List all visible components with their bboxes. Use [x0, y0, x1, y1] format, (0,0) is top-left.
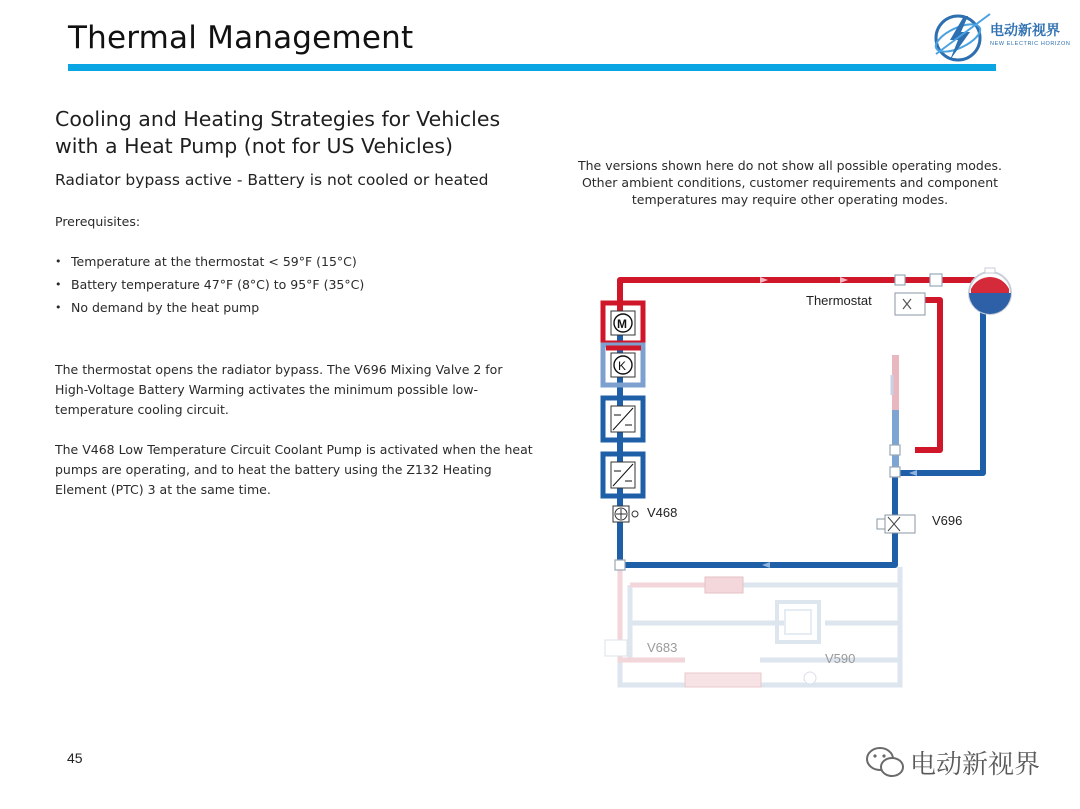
- section-title: Cooling and Heating Strategies for Vehicles with a Heat Pump (not for US Vehicles): [55, 107, 501, 158]
- v683-label: V683: [647, 640, 678, 655]
- thermostat-icon: [895, 293, 925, 315]
- logo-name-en: NEW ELECTRIC HORIZON: [990, 41, 1071, 47]
- list-item: • No demand by the heat pump: [55, 298, 364, 321]
- description-paragraph-1: The thermostat opens the radiator bypass. The V696 Mixing Valve 2 for High-Voltage Battery Warming activates the minimum possible low-temperature cooling circuit.: [55, 362, 503, 417]
- watermark-text: 电动新视界: [910, 750, 1041, 780]
- coolant-circuit-diagram: [585, 255, 1025, 705]
- logo-name-cn: 电动新视界: [990, 23, 1060, 39]
- v468-label: V468: [647, 505, 678, 520]
- expansion-tank-icon: [969, 268, 1011, 314]
- v683-valve-icon: [605, 640, 627, 656]
- list-item: • Temperature at the thermostat < 59°F (15°C): [55, 252, 364, 275]
- page-title: Thermal Management: [68, 20, 414, 56]
- inactive-pump-icon: [804, 672, 816, 684]
- section-subtitle: Radiator bypass active - Battery is not cooled or heated: [55, 171, 489, 189]
- v696-label: V696: [932, 513, 963, 528]
- cold-coolant-lines: [620, 297, 983, 565]
- description-paragraph-2: The V468 Low Temperature Circuit Coolant Pump is activated when the heat pumps are operating, and to heat the battery using the Z132 Heating Element (PTC) 3 at the same time.: [55, 442, 533, 497]
- operating-modes-note: The versions shown here do not show all possible operating modes. Other ambient conditions, customer requirements and component temperatures may require other operating modes.: [577, 158, 1003, 207]
- hot-coolant-lines: [620, 280, 980, 450]
- svg-text:K: K: [618, 359, 627, 373]
- list-item: • Battery temperature 47°F (8°C) to 95°F (35°C): [55, 275, 364, 298]
- header-accent-bar: [68, 64, 996, 71]
- svg-text:M: M: [617, 317, 627, 331]
- inactive-heat-exchanger: [705, 577, 743, 593]
- prerequisites-list: [55, 252, 364, 321]
- inactive-ptc: [685, 673, 761, 687]
- v590-label: V590: [825, 651, 856, 666]
- prerequisites-label: Prerequisites:: [55, 214, 141, 229]
- v468-pump-icon: [613, 506, 638, 522]
- v696-valve-icon: [877, 515, 915, 533]
- thermostat-label: Thermostat: [806, 293, 872, 308]
- page-number: 45: [67, 750, 83, 766]
